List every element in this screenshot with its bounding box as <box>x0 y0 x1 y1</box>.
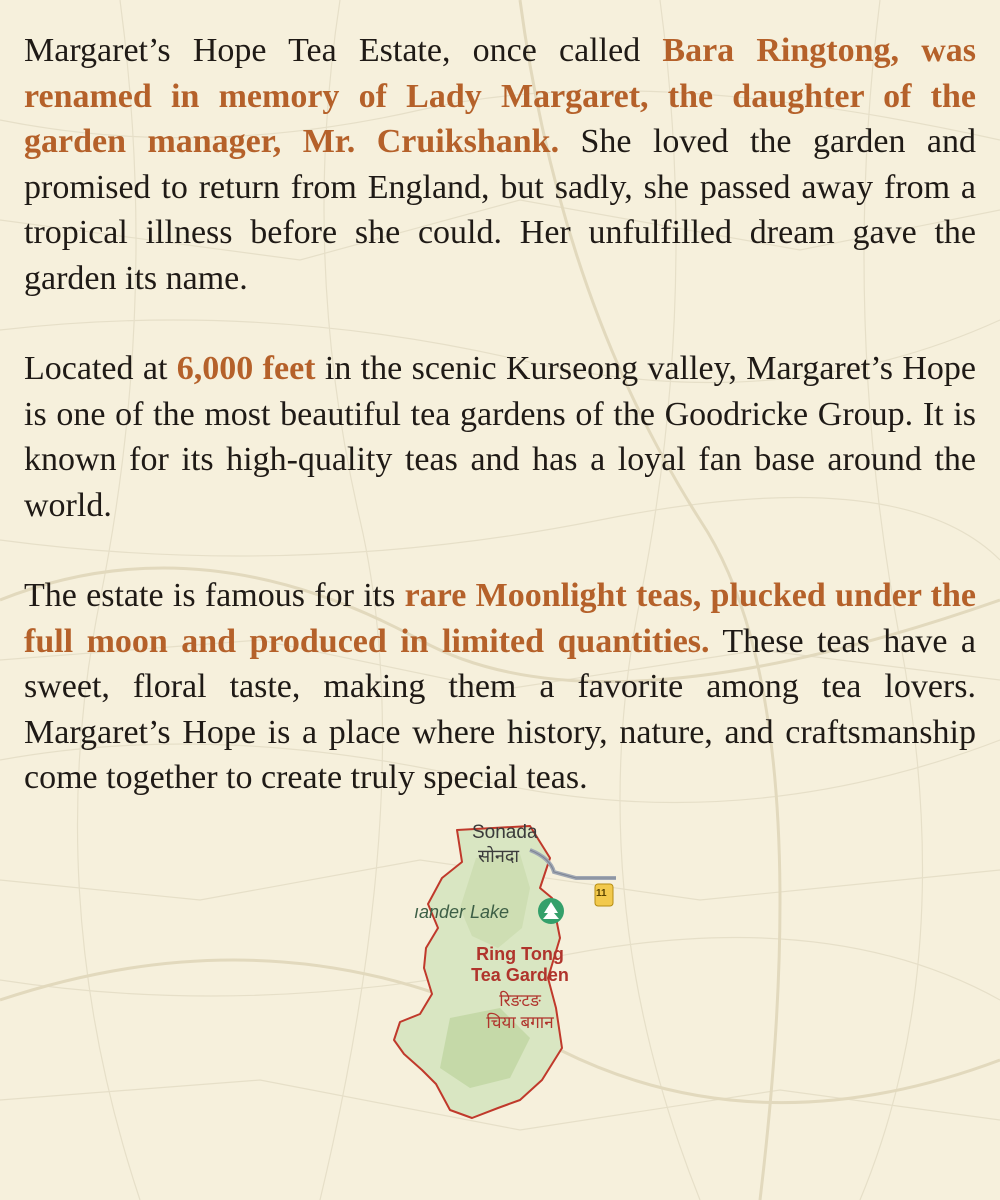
paragraph-history <box>24 28 976 301</box>
garden-label-hindi-line2: चिया बगान <box>486 1013 554 1032</box>
p2-highlight: 6,000 feet <box>176 350 316 387</box>
lake-label: ıander Lake <box>414 902 510 922</box>
paragraph-location <box>24 346 976 528</box>
p1-text: Margaret’s Hope Tea Estate, once called <box>24 32 663 69</box>
garden-label-line1: Ring Tong <box>476 944 564 964</box>
tree-icon <box>538 898 564 924</box>
garden-label-hindi-line1: रिङटङ <box>499 991 541 1010</box>
p3-text: The estate is famous for its <box>24 577 405 614</box>
highway-shield-number: 11 <box>596 888 607 899</box>
town-label: Sonada <box>472 822 538 843</box>
p2-text-after: in the scenic Kurseong valley, Margaret’s Hope is one of the most beautiful tea gardens of the Goodricke Group. It is known for its high-quality teas and has a loyal fan base around the world. <box>24 350 976 524</box>
p2-text: Located at <box>24 350 177 387</box>
p1-highlight: Bara Ringtong, was renamed in memory of Lady Margaret, the daughter of the garden manager, Mr. Cruikshank. <box>24 32 977 160</box>
garden-label-line2: Tea Garden <box>471 965 569 985</box>
town-label-hindi: सोनदा <box>478 846 520 866</box>
p3-highlight: rare Moonlight teas, plucked under the full moon and produced in limited quantities. <box>24 577 977 660</box>
paragraph-moonlight-teas <box>24 573 976 801</box>
p3-text-after: These teas have a sweet, floral taste, making them a favorite among tea lovers. Margaret’s Hope is a place where history, nature, and craftsmanship come together to create truly special teas. <box>24 622 976 796</box>
estate-map <box>380 818 620 1163</box>
p1-text-after: She loved the garden and promised to return from England, but sadly, she passed away from a tropical illness before she could. Her unfulfilled dream gave the garden its name. <box>24 123 976 297</box>
article-text <box>24 28 976 846</box>
